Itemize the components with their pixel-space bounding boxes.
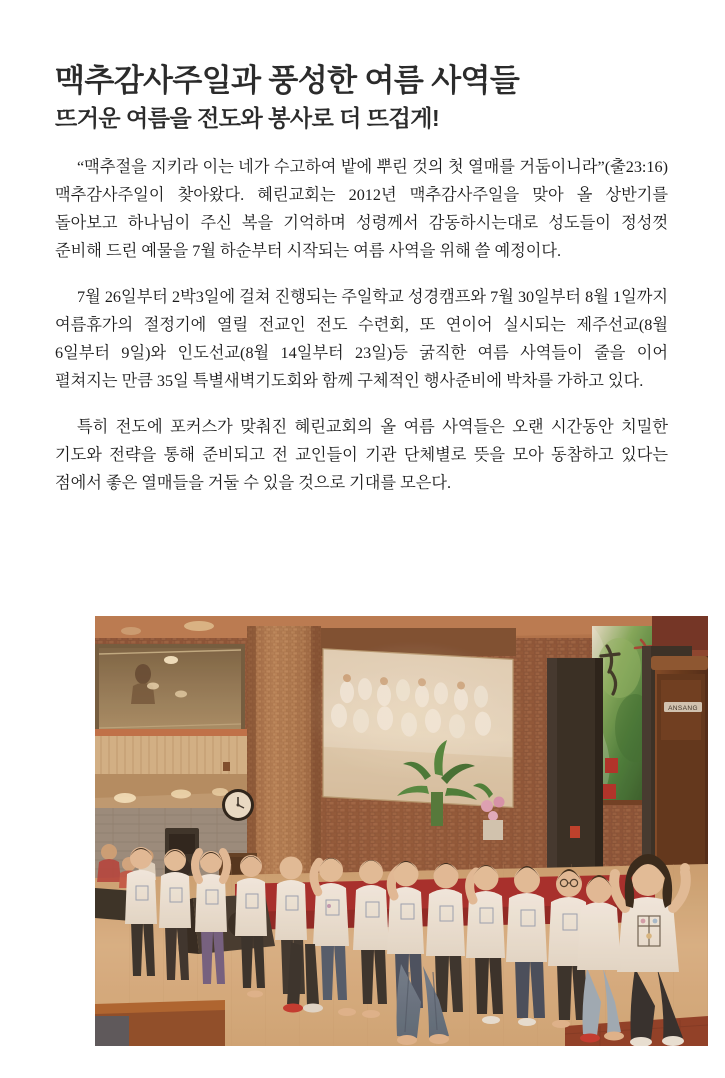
page-title: 맥추감사주일과 풍성한 여름 사역들 [55, 63, 520, 98]
church-stage-photo [95, 616, 708, 1046]
paragraph: “맥추절을 지키라 이는 네가 수고하여 밭에 뿌린 것의 첫 열매를 거둠이니라”(출23:16) 맥추감사주일이 찾아왔다. 혜린교회는 2012년 맥추감사주일을 맞아 올 상반기를 돌아보고 하나님이 주신 복을 기억하며 성령께서 감동하시는대로 성도들이 정성껏 준비해 드린 예물을 7월 하순부터 시작되는 여름 사역을 위해 쓸 예정이다. [55, 158, 668, 260]
paragraph: 7월 26일부터 2박3일에 걸쳐 진행되는 주일학교 성경캠프와 7월 30일부터 8월 1일까지 여름휴가의 절정기에 열릴 전교인 전도 수련회, 또 연이어 실시되는 제주선교(8월 6일부터 9일)와 인도선교(8월 14일부터 23일)등 굵직한 여름 사역들이 줄을 이어 펼쳐지는 만큼 35일 특별새벽기도회와 함께 구체적인 행사준비에 박차를 가하고 있다. [55, 288, 668, 390]
article-photo [95, 616, 708, 1046]
article-body [55, 153, 668, 497]
article-content [55, 0, 668, 497]
svg-text:ANSANG: ANSANG [668, 705, 698, 712]
photo-frame [95, 616, 708, 1046]
page-subtitle: 뜨거운 여름을 전도와 봉사로 더 뜨겁게! [55, 105, 440, 131]
headline-block [55, 0, 668, 133]
paragraph: 특히 전도에 포커스가 맞춰진 혜린교회의 올 여름 사역들은 오랜 시간동안 치밀한 기도와 전략을 통해 준비되고 전 교인들이 기관 단체별로 뜻을 모아 동참하고 있다는 점에서 좋은 열매들을 거둘 수 있을 것으로 기대를 모은다. [55, 418, 668, 492]
